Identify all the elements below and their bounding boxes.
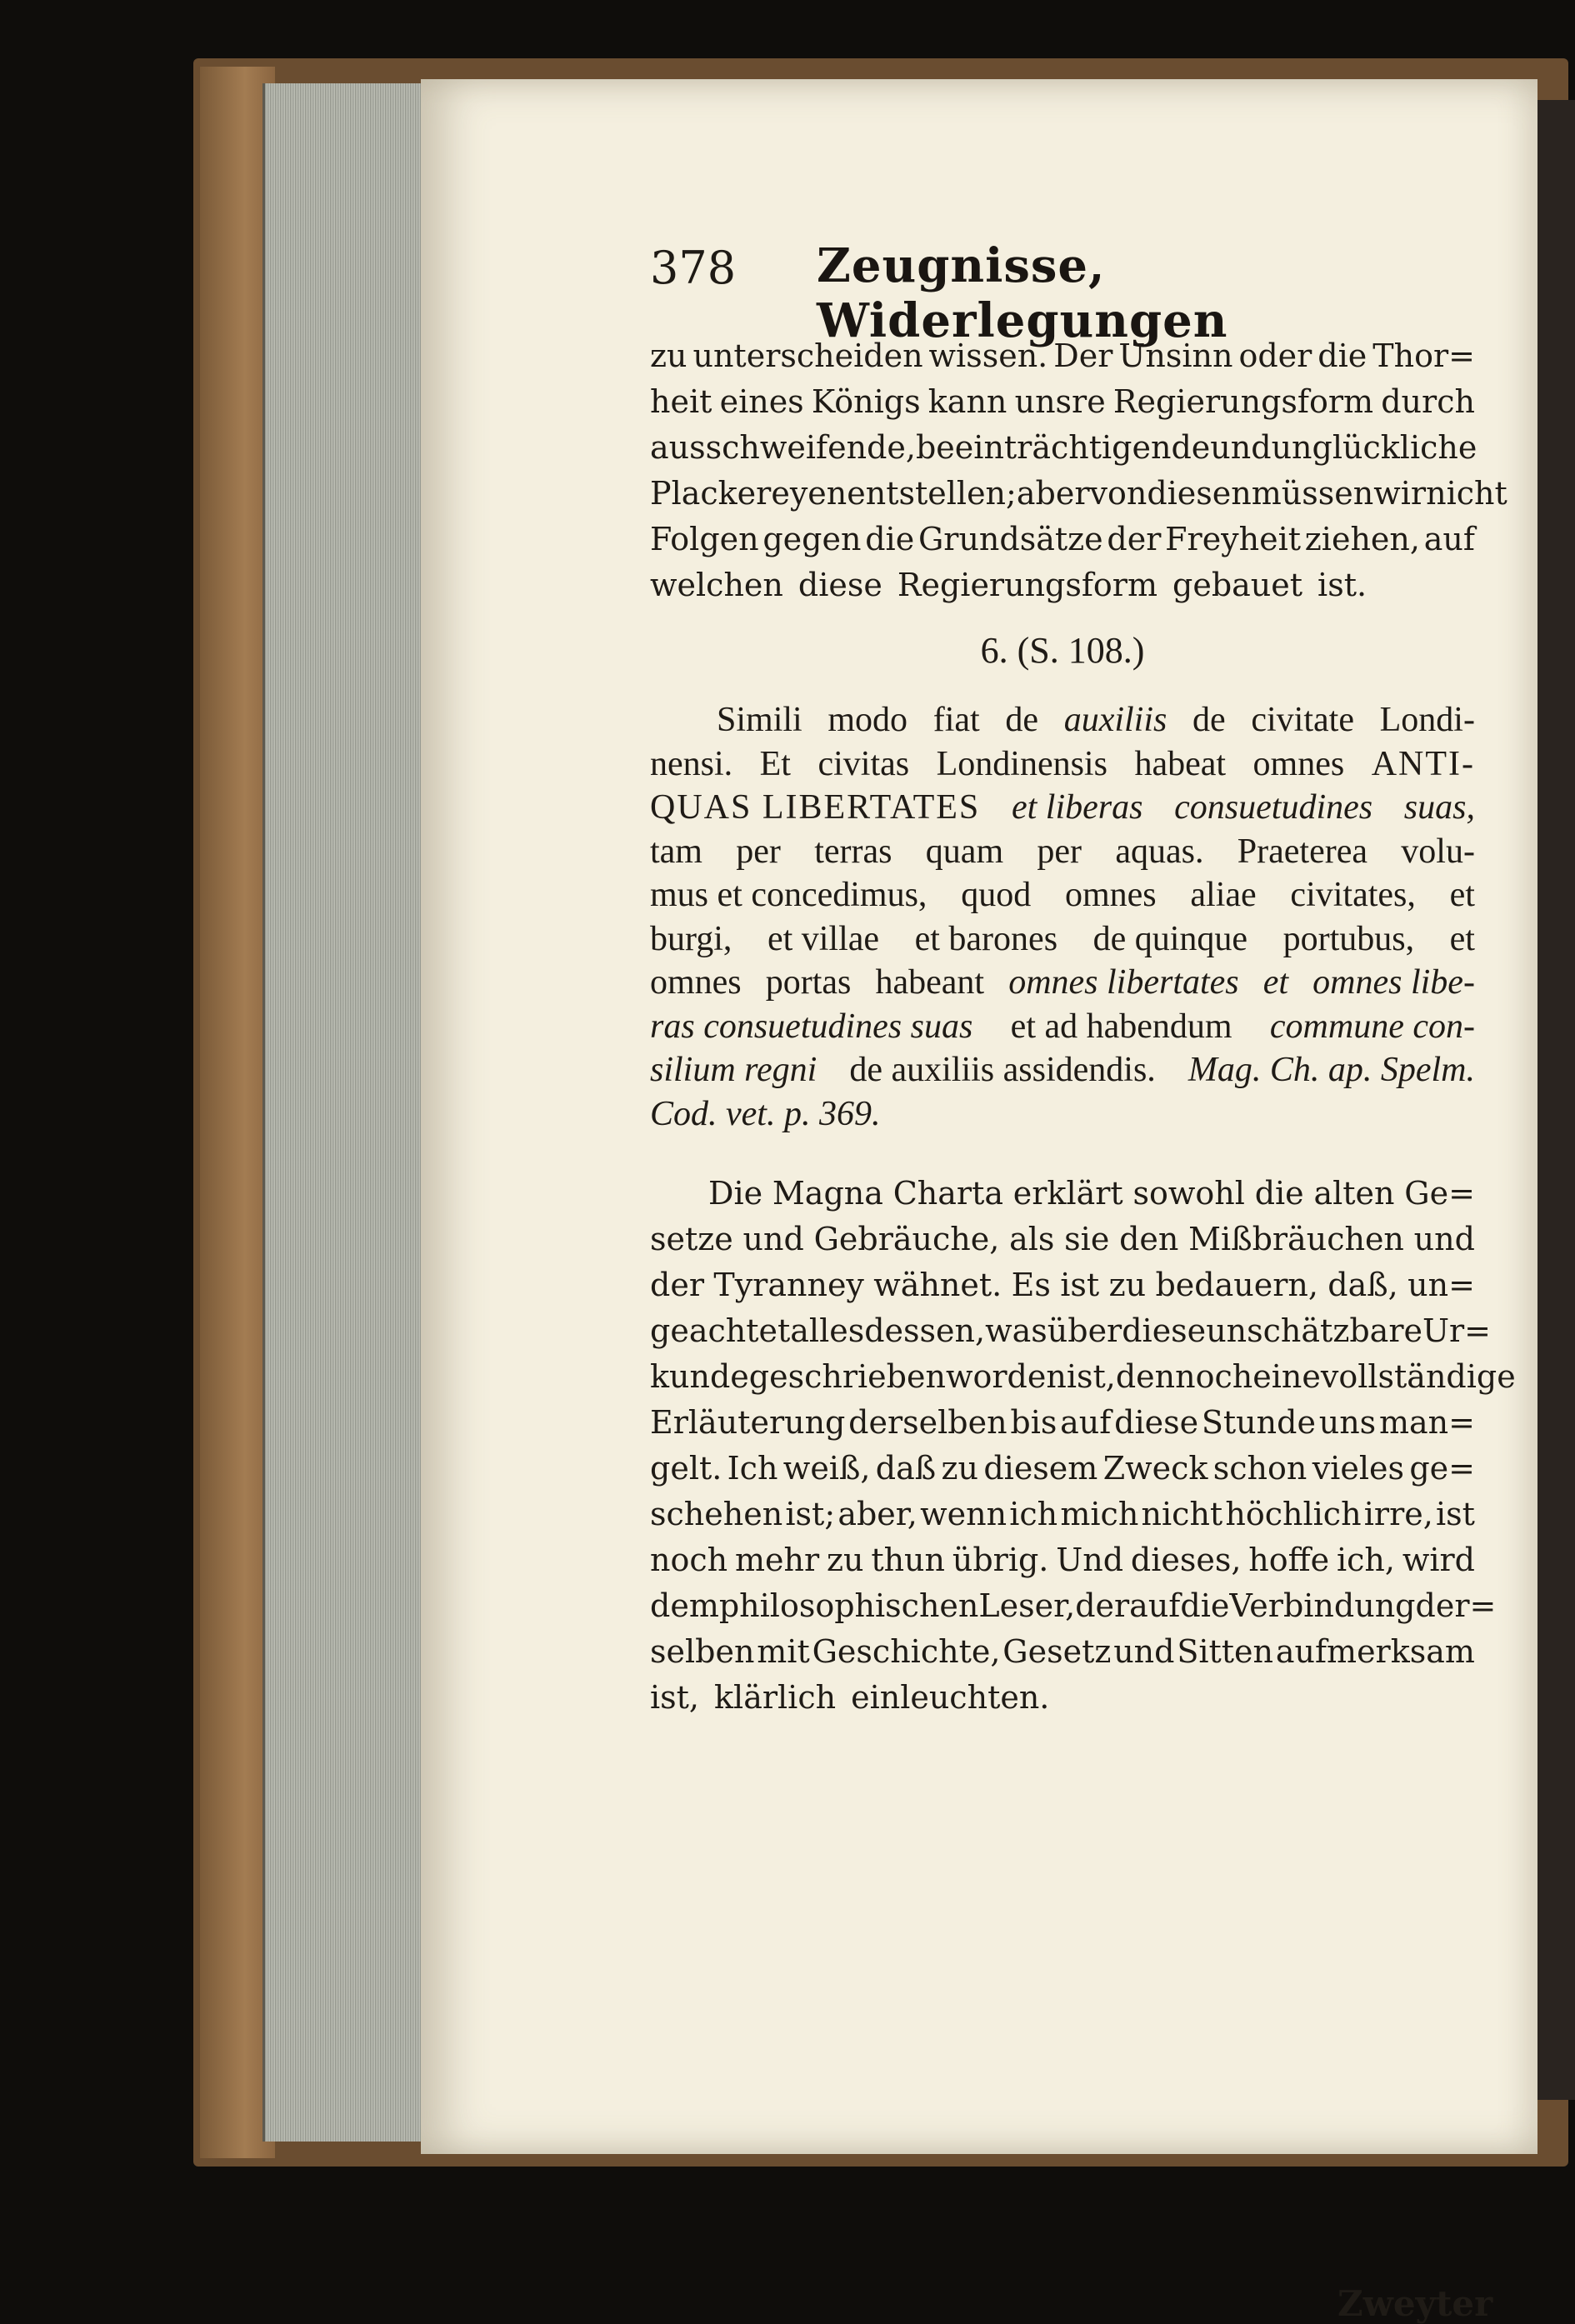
- word: diesen: [1147, 475, 1252, 512]
- word: und: [1413, 1221, 1475, 1257]
- text-line: [650, 1400, 1475, 1446]
- text-line: [650, 1492, 1475, 1537]
- word: Grundsätze: [918, 521, 1103, 557]
- word: Gesetz: [1002, 1633, 1112, 1670]
- word: die: [1318, 337, 1368, 374]
- text-line: [650, 1629, 1475, 1675]
- latin-line: tam per terras quam per aquas. Praeterea volu-: [650, 832, 1475, 871]
- word: Mißbräuchen: [1188, 1221, 1404, 1257]
- word: erklärt: [1012, 1175, 1123, 1212]
- word: setze: [650, 1221, 733, 1257]
- word: Regierungsform: [897, 567, 1158, 603]
- word: ist: [1060, 1267, 1100, 1303]
- latin-line: ras consuetudines suas et ad habendum commune con-: [650, 1007, 1475, 1046]
- word: oder: [1238, 337, 1312, 374]
- word: Magna: [772, 1175, 883, 1212]
- word: übrig.: [952, 1542, 1049, 1578]
- word: von: [1089, 475, 1148, 512]
- word: Stunde: [1201, 1404, 1316, 1441]
- word: ist,: [1066, 1358, 1116, 1395]
- word: nicht: [1141, 1496, 1223, 1532]
- word: Königs: [811, 383, 921, 420]
- word: selben: [650, 1633, 755, 1670]
- word: als: [1009, 1221, 1055, 1257]
- word: ich: [1009, 1496, 1058, 1532]
- word: uns: [1318, 1404, 1377, 1441]
- word: einleuchten.: [851, 1679, 1050, 1716]
- word: unglückliche: [1271, 429, 1478, 466]
- word: gelt.: [650, 1450, 722, 1487]
- word: Gebräuche,: [813, 1221, 1000, 1257]
- word: Folgen: [650, 521, 759, 557]
- word: Und: [1056, 1542, 1124, 1578]
- word: ge=: [1409, 1450, 1475, 1487]
- word: der=: [1415, 1587, 1497, 1624]
- word: un=: [1408, 1267, 1475, 1303]
- word: über: [1047, 1312, 1122, 1349]
- word: klärlich: [714, 1679, 837, 1716]
- paragraph-1: [650, 333, 1508, 608]
- text-line: [650, 517, 1475, 562]
- word: ist.: [1318, 567, 1368, 603]
- word: Regierungsform: [1112, 383, 1374, 420]
- latin-quote: [650, 698, 1475, 1136]
- word: Die: [708, 1175, 763, 1212]
- word: dieses,: [1130, 1542, 1242, 1578]
- word: sowohl: [1132, 1175, 1245, 1212]
- word: wenn: [920, 1496, 1008, 1532]
- catchword: Zweyter: [1338, 2283, 1493, 2324]
- word: wähnet.: [873, 1267, 1002, 1303]
- word: Thor=: [1372, 337, 1475, 374]
- word: Sitten: [1177, 1633, 1274, 1670]
- text-line: [650, 333, 1475, 379]
- word: vieles: [1312, 1450, 1404, 1487]
- word: daß: [875, 1450, 937, 1487]
- word: derselben: [848, 1404, 1008, 1441]
- word: diese: [1122, 1312, 1207, 1349]
- word: Unsinn: [1118, 337, 1233, 374]
- word: ist;: [785, 1496, 836, 1532]
- text-line: [650, 1537, 1475, 1583]
- word: alles: [790, 1312, 865, 1349]
- word: auf: [1423, 521, 1475, 557]
- latin-line: burgi, et villae et barones de quinque portubus, et: [650, 919, 1475, 958]
- text-line: [650, 1262, 1475, 1308]
- word: auf: [1129, 1587, 1181, 1624]
- word: nicht: [1426, 475, 1508, 512]
- word: gegen: [762, 521, 862, 557]
- word: thun: [871, 1542, 946, 1578]
- word: aber,: [838, 1496, 918, 1532]
- word: hoffe: [1248, 1542, 1330, 1578]
- word: der: [650, 1267, 704, 1303]
- word: mehr: [734, 1542, 820, 1578]
- word: den: [1119, 1221, 1179, 1257]
- word: der: [1075, 1587, 1130, 1624]
- word: geschrieben: [748, 1358, 946, 1395]
- word: die: [1180, 1587, 1230, 1624]
- word: bis: [1010, 1404, 1058, 1441]
- text-line: [650, 562, 1475, 608]
- word: ausschweifende,: [650, 429, 916, 466]
- latin-line: Simili modo fiat de auxiliis de civitate Londi-: [717, 701, 1475, 739]
- word: zu: [1108, 1267, 1147, 1303]
- word: höchlich: [1225, 1496, 1362, 1532]
- word: zu: [941, 1450, 978, 1487]
- word: durch: [1381, 383, 1475, 420]
- word: ist: [1436, 1496, 1475, 1532]
- word: schehen: [650, 1496, 783, 1532]
- latin-line: QUAS LIBERTATES et liberas consuetudines suas,: [650, 788, 1475, 827]
- word: Ur=: [1422, 1312, 1492, 1349]
- word: welchen: [650, 567, 783, 603]
- word: schon: [1212, 1450, 1308, 1487]
- word: zu: [826, 1542, 864, 1578]
- latin-line: omnes portas habeant omnes libertates et omnes libe-: [650, 963, 1475, 1002]
- latin-line: nensi. Et civitas Londinensis habeat omnes ANTI-: [650, 744, 1475, 783]
- word: Leser,: [978, 1587, 1076, 1624]
- text-line: [650, 1583, 1497, 1629]
- paragraph-2: [650, 1171, 1516, 1721]
- latin-line: mus et concedimus, quod omnes aliae civitates, et: [650, 876, 1475, 914]
- word: wissen.: [928, 337, 1048, 374]
- word: bedauern,: [1155, 1267, 1318, 1303]
- word: heit: [650, 383, 712, 420]
- word: dessen,: [864, 1312, 986, 1349]
- word: man=: [1378, 1404, 1475, 1441]
- word: und: [1113, 1633, 1175, 1670]
- word: zu: [650, 337, 688, 374]
- text-line: [650, 1354, 1516, 1400]
- text-line: [650, 1308, 1492, 1354]
- word: Ich: [727, 1450, 778, 1487]
- word: unsre: [1014, 383, 1106, 420]
- word: Zweck: [1102, 1450, 1208, 1487]
- word: ich,: [1336, 1542, 1395, 1578]
- word: aufmerksam: [1275, 1633, 1475, 1670]
- word: irre,: [1363, 1496, 1433, 1532]
- page-edges: [262, 83, 432, 2142]
- word: Ge=: [1404, 1175, 1475, 1212]
- word: müssen: [1251, 475, 1374, 512]
- page-number: 378: [650, 242, 737, 294]
- text-line: [650, 425, 1478, 471]
- word: Der: [1053, 337, 1113, 374]
- word: was: [985, 1312, 1048, 1349]
- word: geachtet: [650, 1312, 791, 1349]
- word: wir: [1373, 475, 1427, 512]
- latin-line: silium regni de auxiliis assidendis. Mag. Ch. ap. Spelm.: [650, 1051, 1475, 1089]
- word: diese: [1114, 1404, 1199, 1441]
- latin-line: Cod. vet. p. 369.: [650, 1094, 881, 1133]
- word: Erläuterung: [650, 1404, 846, 1441]
- word: worden: [945, 1358, 1067, 1395]
- text-line: [650, 1171, 1475, 1217]
- word: dem: [650, 1587, 719, 1624]
- word: ziehen,: [1304, 521, 1420, 557]
- word: vollständige: [1320, 1358, 1516, 1395]
- word: und: [1210, 429, 1272, 466]
- word: die: [1254, 1175, 1304, 1212]
- word: Plackereyen: [650, 475, 848, 512]
- word: alten: [1313, 1175, 1395, 1212]
- word: Freyheit: [1165, 521, 1302, 557]
- word: die: [865, 521, 915, 557]
- word: wird: [1402, 1542, 1475, 1578]
- word: noch: [650, 1542, 728, 1578]
- word: sie: [1064, 1221, 1110, 1257]
- word: Tyranney: [713, 1267, 864, 1303]
- facing-page-shadow: [1538, 100, 1575, 2100]
- word: mich: [1060, 1496, 1139, 1532]
- word: Verbindung: [1229, 1587, 1416, 1624]
- section-heading: 6. (S. 108.): [980, 630, 1145, 671]
- word: dennoch: [1115, 1358, 1253, 1395]
- word: kunde: [650, 1358, 749, 1395]
- word: entstellen;: [847, 475, 1017, 512]
- word: beeinträchtigende: [915, 429, 1211, 466]
- word: Es: [1011, 1267, 1051, 1303]
- page-header: [650, 238, 1483, 348]
- word: Geschichte,: [812, 1633, 1001, 1670]
- word: unterscheiden: [692, 337, 923, 374]
- text-line: [650, 1446, 1475, 1492]
- word: eines: [719, 383, 804, 420]
- word: unschätzbare: [1206, 1312, 1422, 1349]
- word: gebauet: [1172, 567, 1303, 603]
- word: eine: [1252, 1358, 1321, 1395]
- word: und: [742, 1221, 804, 1257]
- running-head: Zeugnisse, Widerlegungen: [817, 238, 1228, 348]
- word: ist,: [650, 1679, 700, 1716]
- word: diesem: [983, 1450, 1098, 1487]
- word: auf: [1060, 1404, 1112, 1441]
- text-line: [650, 471, 1508, 517]
- word: philosophischen: [718, 1587, 979, 1624]
- word: mit: [757, 1633, 810, 1670]
- word: weiß,: [782, 1450, 871, 1487]
- word: diese: [798, 567, 882, 603]
- word: Charta: [892, 1175, 1003, 1212]
- word: der: [1107, 521, 1162, 557]
- text-line: [650, 1217, 1475, 1262]
- word: kann: [928, 383, 1008, 420]
- text-line: [650, 379, 1475, 425]
- word: daß,: [1328, 1267, 1398, 1303]
- text-line: [650, 1675, 1475, 1721]
- word: aber: [1016, 475, 1090, 512]
